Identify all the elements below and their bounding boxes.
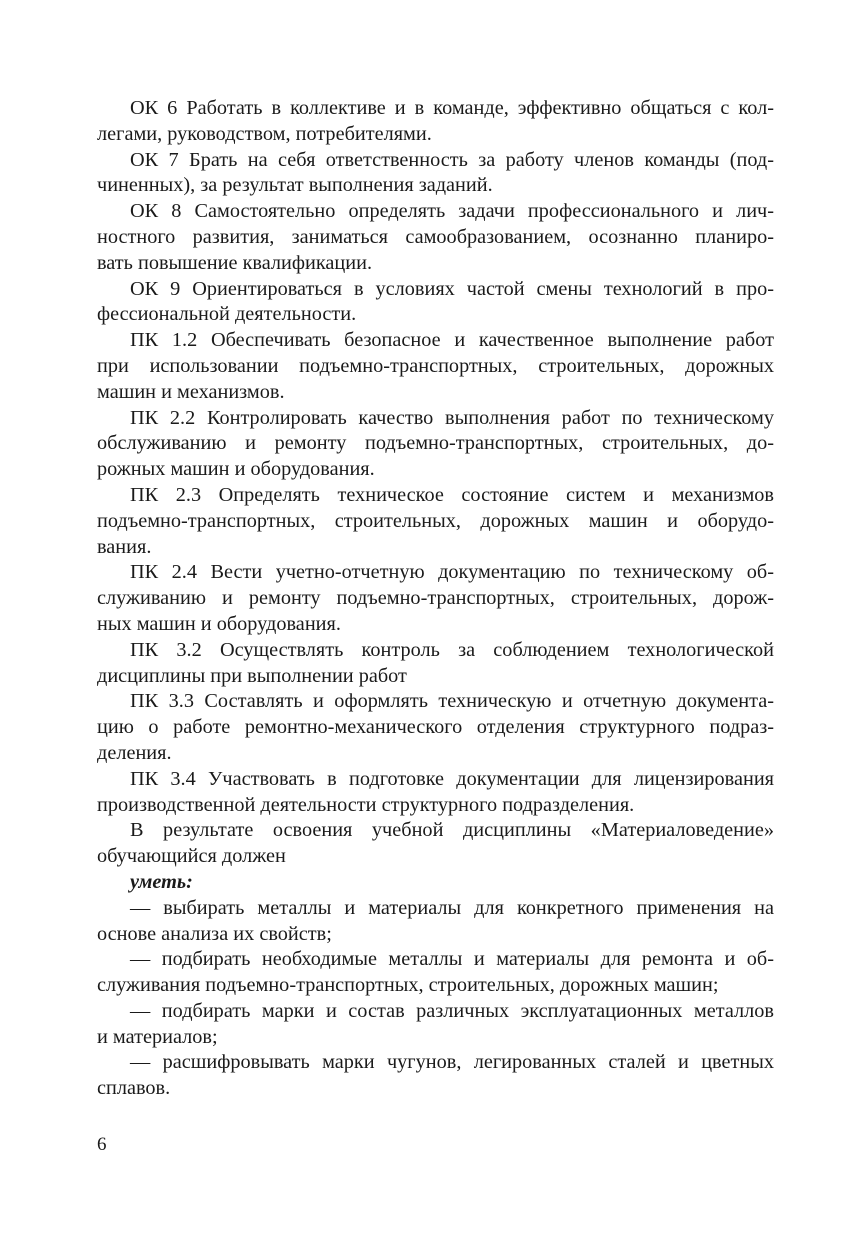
text-line: обслуживанию и ремонту подъемно-транспортных, строительных, до- [97, 432, 774, 455]
skill-item [97, 1050, 774, 1102]
skill-item [97, 896, 774, 948]
text-line: служивания подъемно-транспортных, строительных, дорожных машин; [97, 974, 719, 997]
text-line: — подбирать необходимые металлы и материалы для ремонта и об- [130, 948, 774, 971]
skill-item [97, 947, 774, 999]
paragraph [97, 818, 774, 870]
text-line: при использовании подъемно-транспортных, строительных, дорожных [97, 354, 774, 377]
competency-list [97, 96, 774, 870]
subheading-paragraph [97, 870, 774, 896]
text-line: машин и механизмов. [97, 380, 285, 403]
text-line: В результате освоения учебной дисциплины «Материаловедение» [130, 819, 774, 842]
text-line: сплавов. [97, 1077, 171, 1100]
text-line: ПК 3.2 Осуществлять контроль за соблюдением технологической [130, 638, 774, 661]
paragraph [97, 483, 774, 560]
text-line: производственной деятельности структурного подразделения. [97, 793, 635, 816]
text-line: служиванию и ремонту подъемно-транспортных, строительных, дорож- [97, 587, 774, 610]
paragraph [97, 767, 774, 819]
skills-list [97, 896, 774, 1102]
text-line: ПК 3.4 Участвовать в подготовке документации для лицензирования [130, 767, 774, 790]
skill-item [97, 999, 774, 1051]
text-line: ПК 3.3 Составлять и оформлять техническую и отчетную документа- [130, 690, 774, 713]
text-line: основе анализа их свойств; [97, 922, 332, 945]
text-line: цию о работе ремонтно-механического отделения структурного подраз- [97, 716, 774, 739]
subheading-umet: уметь: [130, 870, 193, 893]
text-line: ПК 1.2 Обеспечивать безопасное и качественное выполнение работ [130, 329, 774, 352]
text-line: ОК 7 Брать на себя ответственность за работу членов команды (под- [130, 148, 774, 171]
text-line: подъемно-транспортных, строительных, дорожных машин и оборудо- [97, 509, 774, 532]
text-line: деления. [97, 741, 172, 764]
text-line: — выбирать металлы и материалы для конкретного применения на [130, 896, 774, 919]
text-line: ПК 2.3 Определять техническое состояние систем и механизмов [130, 483, 774, 506]
text-line: ных машин и оборудования. [97, 612, 341, 635]
text-line: ПК 2.4 Вести учетно-отчетную документацию по техническому об- [130, 561, 774, 584]
paragraph [97, 148, 774, 200]
text-line: рожных машин и оборудования. [97, 458, 375, 481]
paragraph [97, 277, 774, 329]
text-line: чиненных), за результат выполнения заданий. [97, 174, 493, 197]
paragraph [97, 406, 774, 483]
paragraph [97, 328, 774, 405]
text-line: легами, руководством, потребителями. [97, 122, 432, 145]
page-number: 6 [97, 1134, 107, 1155]
text-line: обучающийся должен [97, 845, 286, 868]
page-body [97, 96, 774, 1102]
text-line: вания. [97, 535, 152, 558]
text-line: дисциплины при выполнении работ [97, 664, 407, 687]
text-line: ностного развития, заниматься самообразованием, осознанно планиро- [97, 225, 774, 248]
text-line: — подбирать марки и состав различных эксплуатационных металлов [130, 999, 774, 1022]
text-line: — расшифровывать марки чугунов, легированных сталей и цветных [130, 1051, 774, 1074]
text-line: ПК 2.2 Контролировать качество выполнения работ по техническому [130, 406, 774, 429]
paragraph [97, 199, 774, 276]
text-line: вать повышение квалификации. [97, 251, 373, 274]
text-line: ОК 8 Самостоятельно определять задачи профессионального и лич- [130, 200, 774, 223]
text-line: и материалов; [97, 1025, 218, 1048]
paragraph [97, 689, 774, 766]
text-line: ОК 6 Работать в коллективе и в команде, эффективно общаться с кол- [130, 97, 774, 119]
paragraph [97, 560, 774, 637]
paragraph [97, 638, 774, 690]
text-line: ОК 9 Ориентироваться в условиях частой смены технологий в про- [130, 277, 774, 300]
text-line: фессиональной деятельности. [97, 303, 357, 326]
paragraph [97, 96, 774, 148]
